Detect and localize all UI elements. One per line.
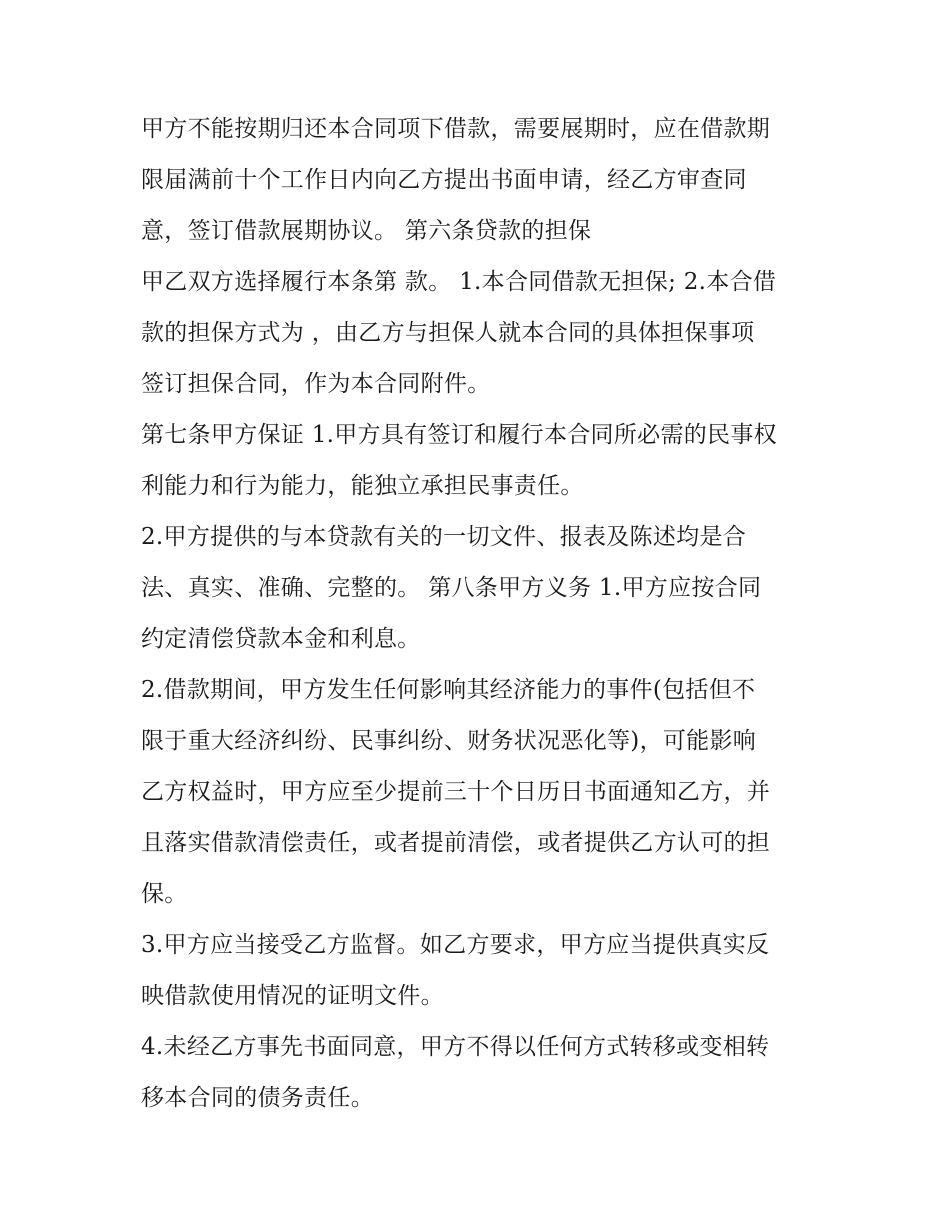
text-line: 移本合同的债务责任。	[141, 1085, 374, 1111]
text-line: 款的担保方式为 ，由乙方与担保人就本合同的具体担保事项	[141, 320, 755, 346]
text-line: 2.甲方提供的与本贷款有关的一切文件、报表及陈述均是合	[141, 524, 747, 550]
text-line: 签订担保合同，作为本合同附件。	[141, 371, 491, 397]
text-line: 且落实借款清偿责任，或者提前清偿，或者提供乙方认可的担	[141, 830, 771, 856]
text-line: 法、真实、准确、完整的。 第八条甲方义务 1.甲方应按合同	[141, 575, 762, 601]
text-line: 限届满前十个工作日内向乙方提出书面申请，经乙方审查同	[141, 167, 747, 193]
text-line: 4.未经乙方事先书面同意，甲方不得以任何方式转移或变相转	[141, 1034, 770, 1060]
text-line: 利能力和行为能力，能独立承担民事责任。	[141, 473, 584, 499]
text-line: 甲方不能按期归还本合同项下借款，需要展期时，应在借款期	[141, 116, 771, 142]
text-line: 保。	[141, 881, 188, 907]
text-line: 甲乙双方选择履行本条第 款。 1.本合同借款无担保; 2.本合借	[141, 269, 777, 295]
text-line: 乙方权益时，甲方应至少提前三十个日历日书面通知乙方，并	[141, 779, 771, 805]
text-line: 意，签订借款展期协议。 第六条贷款的担保	[141, 218, 592, 244]
text-line: 限于重大经济纠纷、民事纠纷、财务状况恶化等)，可能影响	[141, 728, 757, 754]
text-line: 映借款使用情况的证明文件。	[141, 983, 444, 1009]
text-line: 第七条甲方保证 1.甲方具有签订和履行本合同所必需的民事权	[141, 422, 777, 448]
document-body	[141, 104, 821, 1124]
text-line: 约定清偿贷款本金和利息。	[141, 626, 421, 652]
text-line: 2.借款期间，甲方发生任何影响其经济能力的事件(包括但不	[141, 677, 756, 703]
text-line: 3.甲方应当接受乙方监督。如乙方要求，甲方应当提供真实反	[141, 932, 770, 958]
